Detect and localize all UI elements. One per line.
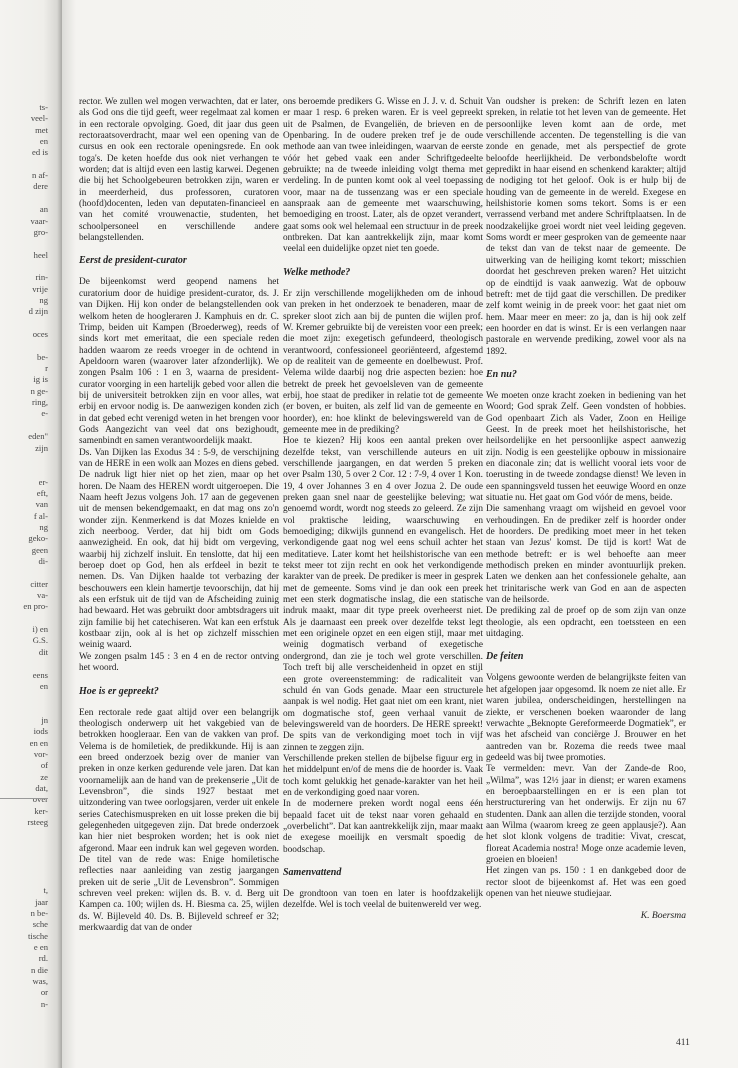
fragment-line: f al- <box>33 510 48 521</box>
fragment-line: ig is <box>33 374 48 385</box>
column-1 <box>79 97 279 934</box>
fragment-line <box>2 318 48 329</box>
fragment-line <box>2 828 48 839</box>
fragment-line: n be- <box>30 907 48 918</box>
paragraph: Er zijn verschillende mogelijkheden om de inhoud van preken in het onderzoek te benaderen, maar de spreker sloot zich aan bij de punten die wijlen prof. W. Kremer gebruikte bij de vereisten voor een preek; die moet zijn: exegetisch gefundeerd, theologisch verantwoord, confessioneel georiënteerd, afgestemd op de realiteit van de gemeente en doelbewust. Prof. Velema wilde daarbij nog drie aspecten bezien: hoe betrekt de preek het gevoelsleven van de gemeente erbij, hoe staat de prediker in relatie tot de gemeente (er boven, er buiten, als zelf lid van de gemeente en hoorder), en: hoe klinkt de belevingswereld van de gemeente mee in de prediking? <box>283 288 483 435</box>
fragment-line: en <box>39 136 48 147</box>
fragment-line: met <box>35 124 48 135</box>
fragment-line: ring, <box>32 397 48 408</box>
paragraph: Volgens gewoonte werden de belangrijkste feiten van het afgelopen jaar opgesomd. Ik noem ze niet alle. Er waren jubilea, onderscheidingen, herstellingen na ziekte, er verschenen boeken waaronder de lang verwachte „Beknopte Gereformeerde Dogmatiek”, er was het afscheid van conciërge J. Brouwer en het aantreden van br. Rozema die reeds twee maal gedeeld was bij twee promoties. <box>486 673 686 763</box>
paragraph: Die samenhang vraagt om wijsheid en gevoel voor verhoudingen. En de prediker zelf is hoorder onder de hoorders. De prediking moet meer in het teken staan van Jezus' komst. De tijd is kort! Wat de methode betreft: er is wel behoefte aan meer methodisch preken en minder avontuurlijk preken. Laten we denken aan het confessionele gehalte, aan het trinitarische werk van God en aan de aspecten van de heilsorde. <box>486 504 686 606</box>
fragment-line: rsteeg <box>27 817 48 828</box>
fragment-line: heel <box>33 249 48 260</box>
fragment-line: van <box>35 499 48 510</box>
section-heading: Hoe is er gepreekt? <box>79 685 159 697</box>
paragraph: Te vermelden: mevr. Van der Zande-de Roo, „Wilma”, was 12½ jaar in dienst; er waren examens en beroepbaarstellingen en er is een plan tot herstructurering van het onderwijs. Er zijn nu 67 studenten. Dank aan allen die terzijde stonden, vooral aan Wilma (waarom kreeg ze geen applausje?). Aan het slot klonk volgens de traditie: Vivat, crescat, floreat Academia nostra! Moge onze academie leven, groeien en bloeien! <box>486 764 686 865</box>
fragment-line: geko- <box>28 533 48 544</box>
fragment-line: vaar- <box>30 215 48 226</box>
fragment-line: e en <box>33 941 48 952</box>
section-heading: Samenvattend <box>283 867 342 878</box>
fragment-line: ng <box>39 521 48 532</box>
fragment-line: gro- <box>33 226 48 237</box>
paragraph: rector. We zullen wel mogen verwachten, dat er later, als God ons die tijd geeft, weer regelmaat zal komen in een rectorale opvolging. Goed, dit jaar dus geen rectoraatsoverdracht, maar wel een opening van de cursus en ook een rectorale openingsrede. En ook toga's. De keten hoefde dus ook niet verhangen te worden; dat is altijd even een lastig karwei. Degenen die bij het Schoolgebeuren betrokken zijn, waren er in meerderheid, dus professoren, curatoren (hoofd)docenten, leden van deputaten-financieel en van het comité vrouwenactie, studenten, het schoolpersoneel en verschillende andere belangstellenden. <box>79 97 279 244</box>
fragment-line: dere <box>33 181 48 192</box>
paragraph: Hoe te kiezen? Hij koos een aantal preken over dezelfde tekst, van verschillende auteurs en uit verschillende jaargangen, en dat werden 5 preken over Psalm 130, 5 over 2 Cor. 12 : 7-9, 4 over 1 Kon. 19, 4 over Johannes 3 en 4 over Jozua 2. De oude preken gaan snel naar de geestelijke beleving; wat genoemd wordt, wordt nog steeds zo geleerd. Ze zijn vol praktische leiding, waarschuwing en bemoediging; dikwijls gunnend en evangelisch. Het verkondigende gaat nog wel eens schuil achter het meditatieve. Later komt het heilshistorische van een tekst meer tot zijn recht en ook het verkondigende karakter van de preek. De prediker is meer in gesprek met de gemeente. Soms vind je dan ook een preek met een sterk dogmatische inslag, die een statische indruk maakt, maar dit type preek overheerst niet. Als je daarnaast een preek over dezelfde tekst legt met een originele opzet en een eigen stijl, maar met weinig dogmatisch verband of exegetische ondergrond, dan zie je toch wel grote verschillen. Toch treft bij alle verscheidenheid in opzet en stijl een grote overeenstemming: de radicaliteit van schuld én van Gods genade. Maar een structurele aanpak is wel nodig. Het gaat niet om een krant, niet om dogmatische stof, geen verhaal vanuit de belevingswereld van de hoorders. De HERE spreekt! De spits van de verkondiging moet toch in vijf zinnen te zeggen zijn. <box>283 436 483 753</box>
fragment-line: jn <box>41 714 48 725</box>
fragment-line: dit <box>38 646 48 657</box>
fragment-line <box>2 704 48 715</box>
column-3 <box>486 97 686 922</box>
fragment-line: rin- <box>35 272 48 283</box>
fragment-line: e- <box>41 408 48 419</box>
fragment-line: jaar <box>35 896 48 907</box>
paragraph: In de modernere preken wordt nogal eens één bepaald facet uit de tekst naar voren gehaald en „overbelicht”. Dat kan aantrekkelijk zijn, maar maakt de exegese moeilijk en versmalt spoedig de boodschap. <box>283 799 483 855</box>
section-heading: Welke methode? <box>283 266 351 278</box>
fragment-line: i) en <box>32 624 48 635</box>
author-signature: K. Boersma <box>640 910 686 922</box>
paragraph: We moeten onze kracht zoeken in bediening van het Woord; God sprak Zelf. Geen vondsten of hobbies. God openbaart Zich als Vader, Zoon en Heilige Geest. In de preek moet het heilshistorische, het heilsordelijke en het persoonlijke aspect aanwezig zijn. Nodig is een geestelijke opbouw in missionaire en diaconale zin; dat is wellicht vooral iets voor de toerusting in de tweede zondagse dienst! We leven in een spanningsveld tussen het eeuwige Woord en onze situatie nu. Het gaat om God vóór de mens, beide. <box>486 390 686 503</box>
fragment-line <box>2 238 48 249</box>
fragment-line <box>2 159 48 170</box>
page-number: 411 <box>676 1038 690 1048</box>
fragment-line: di- <box>38 556 48 566</box>
fragment-line: iods <box>33 726 48 737</box>
paragraph: Verschillende preken stellen de bijbelse figuur erg in het middelpunt en/of de mens die de hoorder is. Vaak toch komt gelukkig het genade-karakter van het heil en de verkondiging goed naar voren. <box>283 753 483 798</box>
fragment-line: ed is <box>32 147 48 158</box>
paragraph: De prediking zal de proef op de som zijn van onze theologie, als een opdracht, een toetssteen en een uitdaging. <box>486 606 686 640</box>
fragment-line: over <box>32 794 48 805</box>
paragraph: Een rectorale rede gaat altijd over een belangrijk theologisch onderwerp uit het vakgebied van de betrokken hoogleraar. Een van de vakken van prof. Velema is de homiletiek, de predikkunde. Hij is aan een breed onderzoek bezig over de manier van preken in onze kerken gedurende vele jaren. Dat kan voornamelijk aan de hand van de prekenserie „Uit de Levensbron”, die sinds 1927 bestaat met uitzondering van twee oorlogsjaren, verder uit enkele series Catechismuspreken en uit losse preken die bij gelegenheden uitgegeven zijn. Dat brede onderzoek kan hier niet besproken worden; het is ook niet afgerond. Maar een indruk kan wel gegeven worden. De titel van de rede was: Enige homiletische reflecties naar aanleiding van zestig jaargangen preken uit de serie „Uit de Levensbron”. Sommigen schreven veel preken: wijlen ds. B. v. d. Berg uit Kampen ca. 100; wijlen ds. H. Biesma ca. 25, wijlen ds. W. Bijleveld 40. Ds. B. Bijleveld schreef er 32; merkwaardig dat van de onder <box>79 707 279 934</box>
fragment-line: n af- <box>32 170 48 181</box>
fragment-line <box>2 340 48 351</box>
fragment-line: geen <box>31 544 48 555</box>
fragment-line: or <box>40 987 48 998</box>
fragment-line: rd. <box>38 953 48 964</box>
paragraph: We zongen psalm 145 : 3 en 4 en de rector ontving het woord. <box>79 651 279 674</box>
fragment-line <box>2 692 48 703</box>
fragment-line: dat, <box>35 783 48 793</box>
fragment-line: of <box>40 760 48 771</box>
fragment-line: eft, <box>36 487 48 498</box>
fragment-line: n ge- <box>30 385 48 396</box>
fragment-line: en pro- <box>23 601 48 612</box>
fragment-line <box>2 840 48 851</box>
fragment-line: oces <box>32 329 48 339</box>
fragment-line: r <box>45 363 48 374</box>
fragment-line: t, <box>43 885 48 896</box>
fragment-line <box>2 613 48 624</box>
section-heading: De feiten <box>486 651 524 663</box>
section-heading: En nu? <box>486 368 517 380</box>
fragment-line: ze <box>40 771 48 782</box>
paragraph: ons beroemde predikers G. Wisse en J. J. v. d. Schuit er maar 1 resp. 6 preken waren. Er is veel gepreekt uit de Psalmen, de Evangeliën, de brieven en de Openbaring. In de oudere preken tref je de oude methode aan van twee inleidingen, waarvan de eerste vóór het gebed vaak een ander Schriftgedeelte gebruikte; na de tweede inleiding volgt thema met verdeling. In de punten komt ook al veel toepassing voor, maar na de tussenzang was er een speciale aanspraak aan de gemeente met waarschuwing, bemoediging en troost. Later, als de opzet verandert, gaat soms ook wel helemaal een structuur in de preek ontbreken. Dat kan aantrekkelijk zijn, maar komt veelal een duidelijke opzet niet ten goede. <box>283 97 483 255</box>
fragment-line: en en <box>29 737 48 748</box>
column-2 <box>283 97 483 912</box>
fragment-line: be- <box>37 351 48 362</box>
paragraph: Het zingen van ps. 150 : 1 en dankgebed door de rector sloot de bijeenkomst af. Het was een goed openen van het nieuwe studiejaar. <box>486 866 686 899</box>
fragment-line: eens <box>32 669 48 680</box>
fragment-divider <box>0 798 48 799</box>
fragment-line: zijn <box>35 442 48 453</box>
fragment-line: citter <box>30 578 48 589</box>
paragraph: Van oudsher is preken: de Schrift lezen en laten spreken, in relatie tot het leven van de gemeente. Het persoonlijke leven komt aan de orde, met verschillende accenten. De tegenstelling is die van zonde en genade, met als perspectief de grote beloofde heerlijkheid. De verbondsbelofte wordt gepredikt in haar eisend en schenkend karakter; altijd de nodiging tot het geloof. Ook is er hulp bij de houding van de gemeente in de wereld. Exegese en heilshistorie komen soms tekort. Soms is er een verrassend verband met andere Schriftplaatsen. In de noodzakelijke groei wordt niet veel leiding gegeven. Soms wordt er meer gesproken van de gemeente naar de tekst dan van de tekst naar de gemeente. De uitwerking van de heiliging komt tekort; misschien doordat het geschreven preken waren? Het uitzicht op de eindtijd is vaak aanwezig. Wat de opbouw betreft: met de tijd gaat die verschillen. De prediker zelf komt weinig in de preek voor: het gaat niet om hem. Maar meer en meer: zo ja, dan is hij ook zelf een hoorder en dat is winst. Er is een verlangen naar pastorale en wervende prediking, zowel voor als na 1892. <box>486 97 686 357</box>
fragment-line <box>2 658 48 669</box>
paragraph: Ds. Van Dijken las Exodus 34 : 5-9, de verschijning van de HERE in een wolk aan Mozes en diens gebed. De nadruk ligt hier niet op het zien, maar op het horen. De Naam des HEREN wordt uitgeroepen. Die Naam heeft Jezus volgens Joh. 17 aan de gegevenen uit de mensen bekendgemaakt, en dat mag ons zo'n wonder zijn. Kenmerkend is dat Mozes knielde en zich neerboog. Verder, dat hij bidt om Gods aanwezigheid. En ook, dat hij bidt om vergeving, waarbij hij zichzelf insluit. En tenslotte, dat hij een beroep doet op God, hen als erfdeel in bezit te nemen. Ds. Van Dijken haalde tot verbazing der beschouwers een klein hamertje tevoorschijn, dat hij als een erfstuk uit de tijd van de Afscheiding zuinig had bewaard. Het was gebruikt door ambtsdragers uit zijn familie bij het catechiseren. Wat kan een erfstuk kostbaar zijn, ook al is het op zichzelf misschien weinig waard. <box>79 447 279 651</box>
fragment-line: ker- <box>34 805 48 816</box>
fragment-line: an <box>39 204 48 215</box>
fragment-line: n die <box>31 964 48 975</box>
section-heading: Eerst de president-curator <box>79 255 187 267</box>
fragment-line: vrije <box>32 283 48 294</box>
fragment-line <box>2 851 48 862</box>
previous-page-fragment <box>0 0 62 1068</box>
fragment-line <box>2 420 48 431</box>
fragment-line: G.S. <box>32 635 48 646</box>
fragment-line: er- <box>38 476 48 487</box>
fragment-line: en <box>39 680 48 691</box>
fragment-line <box>2 862 48 873</box>
fragment-line <box>2 465 48 476</box>
fragment-line <box>2 193 48 204</box>
paragraph: De bijeenkomst werd geopend namens het curatorium door de huidige president-curator, ds. J. van Dijken. Hij kon onder de belangstellenden ook welkom heten de hoogleraren J. Kamphuis en dr. C. Trimp, beiden uit Kampen (Broederweg), reeds of sinds kort met emeritaat, die een speciale reden hadden waarom ze reeds vroeger in de ochtend in Apeldoorn waren (waarover later afzonderlijk). We zongen Psalm 106 : 1 en 3, waarna de president-curator voorging in een hartelijk gebed voor allen die bij de universiteit betrokken zijn en voor alles, wat erbij en ervoor nodig is. De aanwezigen konden zich in dat gebed echt verenigd weten in het brengen voor Gods Aangezicht van veel dat ons bezighoudt, samenbindt en samen verantwoordelijk maakt. <box>79 277 279 447</box>
fragment-line <box>2 261 48 272</box>
fragment-line: veel- <box>30 113 48 124</box>
fragment-line: n- <box>40 998 48 1009</box>
fragment-line: va- <box>37 590 48 601</box>
fragment-line: was, <box>32 975 48 986</box>
paragraph: De grondtoon van toen en later is hoofdzakelijk dezelfde. Wel is toch veelal de buitenwereld ver weg. <box>283 889 483 911</box>
fragment-line: eden" <box>28 431 48 442</box>
fragment-line <box>2 874 48 885</box>
fragment-line: tische <box>27 930 48 941</box>
fragment-line: ts- <box>39 102 48 112</box>
fragment-line: d zijn <box>28 306 48 317</box>
fragment-line <box>2 454 48 465</box>
fragment-line: vor- <box>33 748 48 759</box>
fragment-line <box>2 567 48 578</box>
fragment-line: sche <box>32 919 48 930</box>
fragment-line: ng <box>39 294 48 305</box>
